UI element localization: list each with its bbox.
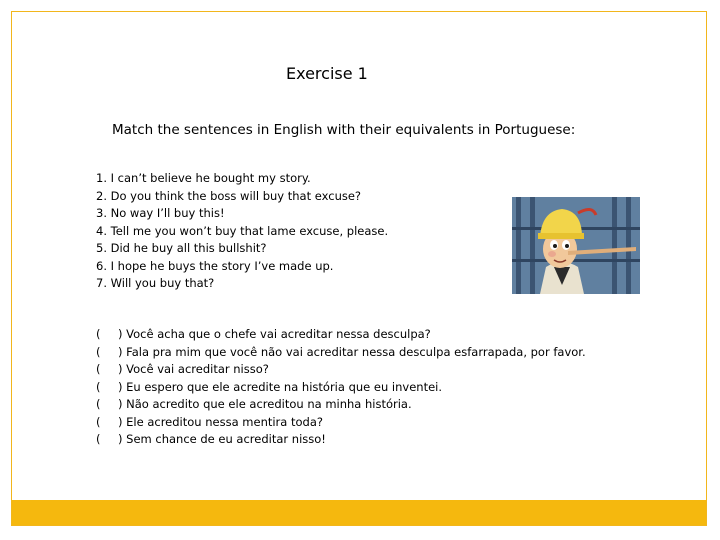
portuguese-sentence-text: ) Não acredito que ele acreditou na minha história. — [118, 397, 412, 411]
english-sentence: 4. Tell me you won’t buy that lame excuse, please. — [96, 223, 389, 238]
slide — [11, 11, 707, 526]
portuguese-sentence-text: ) Você acha que o chefe vai acreditar nessa desculpa? — [118, 327, 431, 341]
portuguese-sentence — [96, 396, 586, 414]
portuguese-sentence — [96, 361, 586, 379]
portuguese-sentence — [96, 379, 586, 397]
pinocchio-illustration — [512, 197, 640, 294]
portuguese-sentence — [96, 326, 586, 344]
answer-blank[interactable]: ( — [96, 327, 101, 341]
english-sentence-list — [96, 170, 388, 293]
english-sentence: 1. I can’t believe he bought my story. — [96, 171, 311, 185]
answer-blank[interactable]: ( — [96, 397, 101, 411]
portuguese-sentence — [96, 431, 586, 449]
answer-blank[interactable]: ( — [96, 432, 101, 446]
answer-blank[interactable]: ( — [96, 414, 101, 429]
portuguese-sentence — [96, 344, 586, 362]
portuguese-sentence-text: ) Ele acreditou nessa mentira toda? — [118, 414, 323, 429]
portuguese-sentence-list — [96, 326, 586, 449]
english-sentence: 2. Do you think the boss will buy that excuse? — [96, 188, 362, 203]
portuguese-sentence-text: ) Fala pra mim que você não vai acreditar nessa desculpa esfarrapada, por favor. — [118, 344, 586, 359]
portuguese-sentence-text: ) Eu espero que ele acredite na história que eu inventei. — [118, 379, 442, 394]
exercise-title: Exercise 1 — [286, 64, 368, 83]
portuguese-sentence — [96, 414, 586, 432]
english-sentence: 6. I hope he buys the story I’ve made up. — [96, 258, 334, 273]
english-sentence: 7. Will you buy that? — [96, 276, 215, 290]
answer-blank[interactable]: ( — [96, 344, 101, 359]
instruction-text: Match the sentences in English with their equivalents in Portuguese: — [112, 122, 576, 138]
footer-bar — [12, 500, 706, 525]
portuguese-sentence-text: ) Sem chance de eu acreditar nisso! — [118, 432, 326, 446]
english-sentence: 3. No way I’ll buy this! — [96, 206, 225, 220]
answer-blank[interactable]: ( — [96, 362, 101, 376]
answer-blank[interactable]: ( — [96, 379, 101, 394]
english-sentence: 5. Did he buy all this bullshit? — [96, 241, 267, 255]
portuguese-sentence-text: ) Você vai acreditar nisso? — [118, 362, 269, 376]
